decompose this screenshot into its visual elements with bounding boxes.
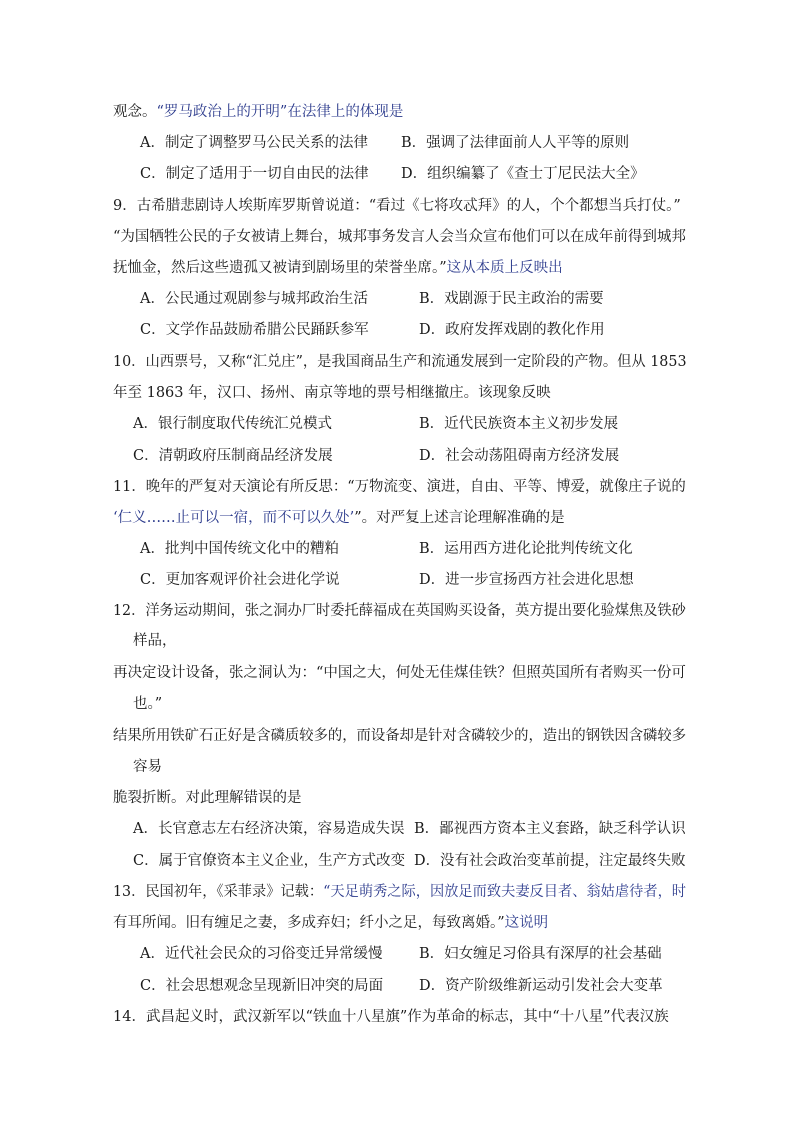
option-d: D．社会动荡阻碍南方经济发展 bbox=[419, 448, 620, 464]
text-line: 也。” bbox=[133, 696, 163, 712]
option-a: A．公民通过观剧参与城邦政治生活 bbox=[140, 291, 368, 307]
text-line: 容易 bbox=[133, 759, 162, 775]
text-line: ‘仁义……止可以一宿，而不可以久处’”。对严复上述言论理解准确的是 bbox=[113, 510, 565, 526]
option-d: D．进一步宣扬西方社会进化思想 bbox=[419, 572, 634, 588]
option-d: D．资产阶级维新运动引发社会大变革 bbox=[419, 978, 663, 994]
option-b: B．运用西方进化论批判传统文化 bbox=[419, 541, 633, 557]
option-d: D．政府发挥戏剧的教化作用 bbox=[419, 322, 605, 338]
option-d: D．没有社会政治变革前提，注定最终失败 bbox=[414, 853, 686, 869]
option-a: A．制定了调整罗马公民关系的法律 bbox=[140, 135, 368, 151]
option-b: B．强调了法律面前人人平等的原则 bbox=[401, 135, 630, 151]
option-b: B．近代民族资本主义初步发展 bbox=[419, 416, 619, 432]
question-10: 10．山西票号，又称“汇兑庄”，是我国商品生产和流通发展到一定阶段的产物。但从 1853 bbox=[113, 354, 687, 370]
option-a: A．银行制度取代传统汇兑模式 bbox=[133, 416, 332, 432]
option-c: C．清朝政府压制商品经济发展 bbox=[133, 448, 333, 464]
option-c: C．属于官僚资本主义企业，生产方式改变 bbox=[133, 853, 406, 869]
question-9: 9．古希腊悲剧诗人埃斯库罗斯曾说道：“看过《七将攻忒拜》的人，个个都想当兵打仗。” bbox=[113, 198, 681, 214]
option-d: D．组织编纂了《查士丁尼民法大全》 bbox=[401, 166, 645, 182]
question-12: 12．洋务运动期间，张之洞办厂时委托薛福成在英国购买设备，英方提出要化验煤焦及铁砂 bbox=[113, 603, 686, 619]
option-c: C．社会思想观念呈现新旧冲突的局面 bbox=[140, 978, 384, 994]
option-c: C．更加客观评价社会进化学说 bbox=[140, 572, 340, 588]
text-line: 结果所用铁矿石正好是含磷质较多的，而设备却是针对含磷较少的，造出的钢铁因含磷较多 bbox=[113, 728, 687, 744]
text-line: “为国牺牲公民的子女被请上舞台，城邦事务发言人会当众宣布他们可以在成年前得到城邦 bbox=[113, 229, 686, 245]
option-c: C．制定了适用于一切自由民的法律 bbox=[140, 166, 369, 182]
option-b: B．妇女缠足习俗具有深厚的社会基础 bbox=[419, 946, 662, 962]
option-a: A．长官意志左右经济决策，容易造成失误 bbox=[133, 821, 405, 837]
text-line: 有耳所闻。旧有缠足之妻，多成弃妇；纤小之足，每致离婚。”这说明 bbox=[113, 915, 549, 931]
text-line: 再决定设计设备，张之洞认为：“中国之大，何处无佳煤佳铁？但照英国所有者购买一份可 bbox=[113, 665, 686, 681]
option-b: B．鄙视西方资本主义套路，缺乏科学认识 bbox=[414, 821, 686, 837]
text-line: 年至 1863 年，汉口、扬州、南京等地的票号相继撤庄。该现象反映 bbox=[113, 385, 551, 401]
question-14: 14．武昌起义时，武汉新军以“铁血十八星旗”作为革命的标志，其中“十八星”代表汉族 bbox=[113, 1009, 669, 1025]
option-b: B．戏剧源于民主政治的需要 bbox=[419, 291, 604, 307]
text-line: 样品， bbox=[133, 633, 177, 649]
text-line: 脆裂折断。对此理解错误的是 bbox=[113, 790, 302, 806]
question-13: 13．民国初年，《采菲录》记载：“天足萌秀之际，因放足而致夫妻反目者、翁姑虐待者，时 bbox=[113, 884, 687, 900]
option-a: A．批判中国传统文化中的糟粕 bbox=[140, 541, 339, 557]
option-c: C．文学作品鼓励希腊公民踊跃参军 bbox=[140, 322, 369, 338]
text-line: 观念。“罗马政治上的开明”在法律上的体现是 bbox=[113, 104, 404, 120]
text-line: 抚恤金，然后这些遗孤又被请到剧场里的荣誉坐席。”这从本质上反映出 bbox=[113, 260, 563, 276]
option-a: A．近代社会民众的习俗变迁异常缓慢 bbox=[140, 946, 383, 962]
question-11: 11．晚年的严复对天演论有所反思：“万物流变、演进，自由、平等、博爱，就像庄子说的 bbox=[113, 479, 686, 495]
